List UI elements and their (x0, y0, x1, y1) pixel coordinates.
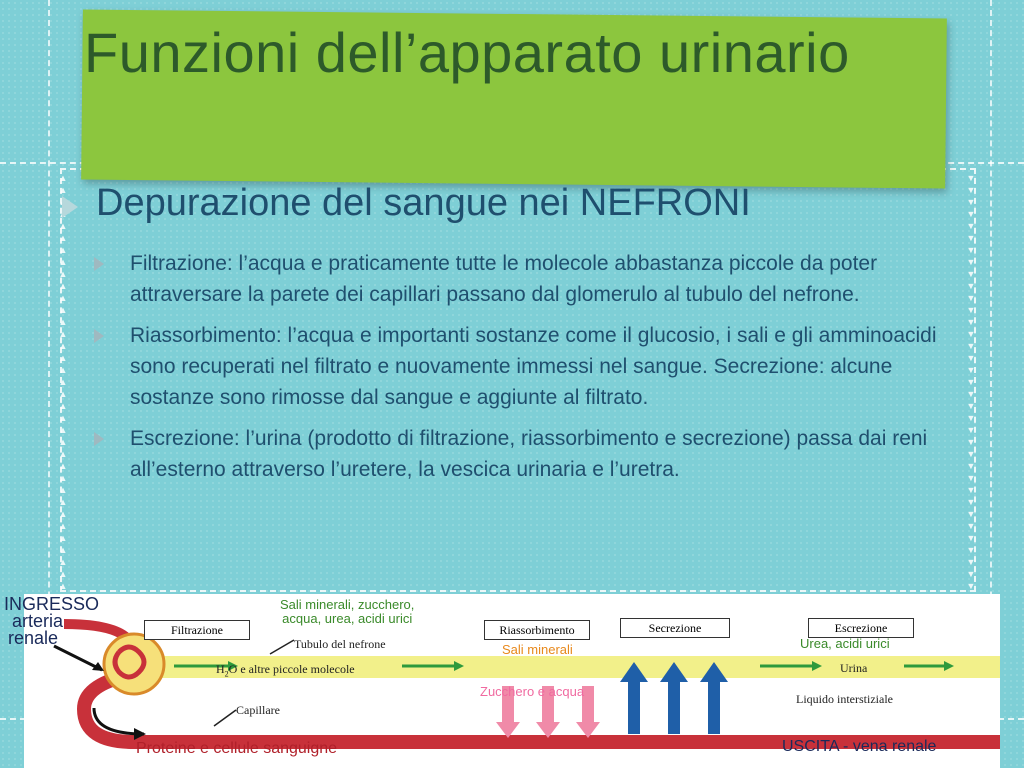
bullet-arrow-icon (94, 329, 104, 343)
bullet-text-escrezione: Escrezione: l’urina (prodotto di filtrazione, riassorbimento e secrezione) passa dai reni all’esterno attraverso l’uretere, la vescica urinaria e l’uretra. (130, 427, 928, 481)
urina-label: Urina (840, 661, 868, 675)
bullet-text-filtrazione: Filtrazione: l’acqua e praticamente tutte le molecole abbastanza piccole da poter attraversare la parete dei capillari passano dal glomerulo al tubulo del nefrone. (130, 252, 878, 306)
subtitle-bullet-icon (62, 196, 78, 218)
secrezione-box: Secrezione (620, 618, 730, 638)
nephron-diagram (4, 594, 1000, 768)
bullet-text-riassorbimento: Riassorbimento: l’acqua e importanti sostanze come il glucosio, i sali e gli amminoacidi sono recuperati nel filtrato e nuovamente immessi nel sangue. Secrezione: alcune sostanze sono rimosse dal sangue e aggiunte al filtrato. (130, 324, 937, 409)
h2o-prefix: H (216, 662, 225, 676)
urea-label: Urea, acidi urici (800, 636, 890, 651)
list-item (130, 248, 950, 310)
tubulo-label: Tubulo del nefrone (294, 637, 386, 651)
bullet-arrow-icon (94, 432, 104, 446)
right-triangle-border: ▼ ▼ ▼ ▼ ▼ ▼ ▼ ▼ ▼ ▼ ▼ ▼ ▼ ▼ ▼ ▼ ▼ ▼ ▼ ▼ ▼ ▼ ▼ ▼ ▼ ▼ ▼ ▼ ▼ ▼ ▼ ▼ ▼ ▼ ▼ (966, 173, 976, 591)
bullet-arrow-icon (94, 257, 104, 271)
h2o-label (216, 662, 355, 678)
uscita-label: USCITA - vena renale (782, 738, 937, 755)
capillare-label: Capillare (236, 703, 280, 717)
zucchero-acqua-label: Zucchero e acqua (480, 684, 585, 699)
filtrate-contents-line2: acqua, urea, acidi urici (282, 611, 413, 626)
secretion-arrows (620, 662, 728, 734)
filtrate-contents-line1: Sali minerali, zucchero, (280, 597, 415, 612)
section-subtitle: Depurazione del sangue nei NEFRONI (96, 182, 751, 224)
riassorbimento-box: Riassorbimento (484, 620, 590, 640)
h2o-subscript: 2 (224, 669, 229, 679)
ingresso-label (4, 596, 99, 647)
renale-line: renale (8, 628, 59, 648)
filtrazione-box: Filtrazione (144, 620, 250, 640)
left-triangle-border: ▲ ▲ ▲ ▲ ▲ ▲ ▲ ▲ ▲ ▲ ▲ ▲ ▲ ▲ ▲ ▲ ▲ ▲ ▲ ▲ ▲ ▲ ▲ ▲ ▲ ▲ ▲ ▲ ▲ ▲ ▲ ▲ ▲ ▲ ▲ (58, 173, 68, 591)
list-item (130, 320, 950, 413)
bullet-list (130, 248, 950, 495)
proteine-label: Proteine e cellule sanguigne (136, 740, 338, 757)
h2o-suffix: O e altre piccole molecole (228, 662, 355, 676)
liquido-label: Liquido interstiziale (796, 692, 893, 706)
sali-minerali-label: Sali minerali (502, 642, 573, 657)
page-title: Funzioni dell’apparato urinario (84, 21, 850, 84)
filtrate-contents-label (280, 598, 414, 626)
list-item (130, 423, 950, 485)
ingresso-line: INGRESSO (4, 594, 100, 614)
arteria-line: arteria (12, 611, 64, 631)
escrezione-box: Escrezione (808, 618, 914, 638)
